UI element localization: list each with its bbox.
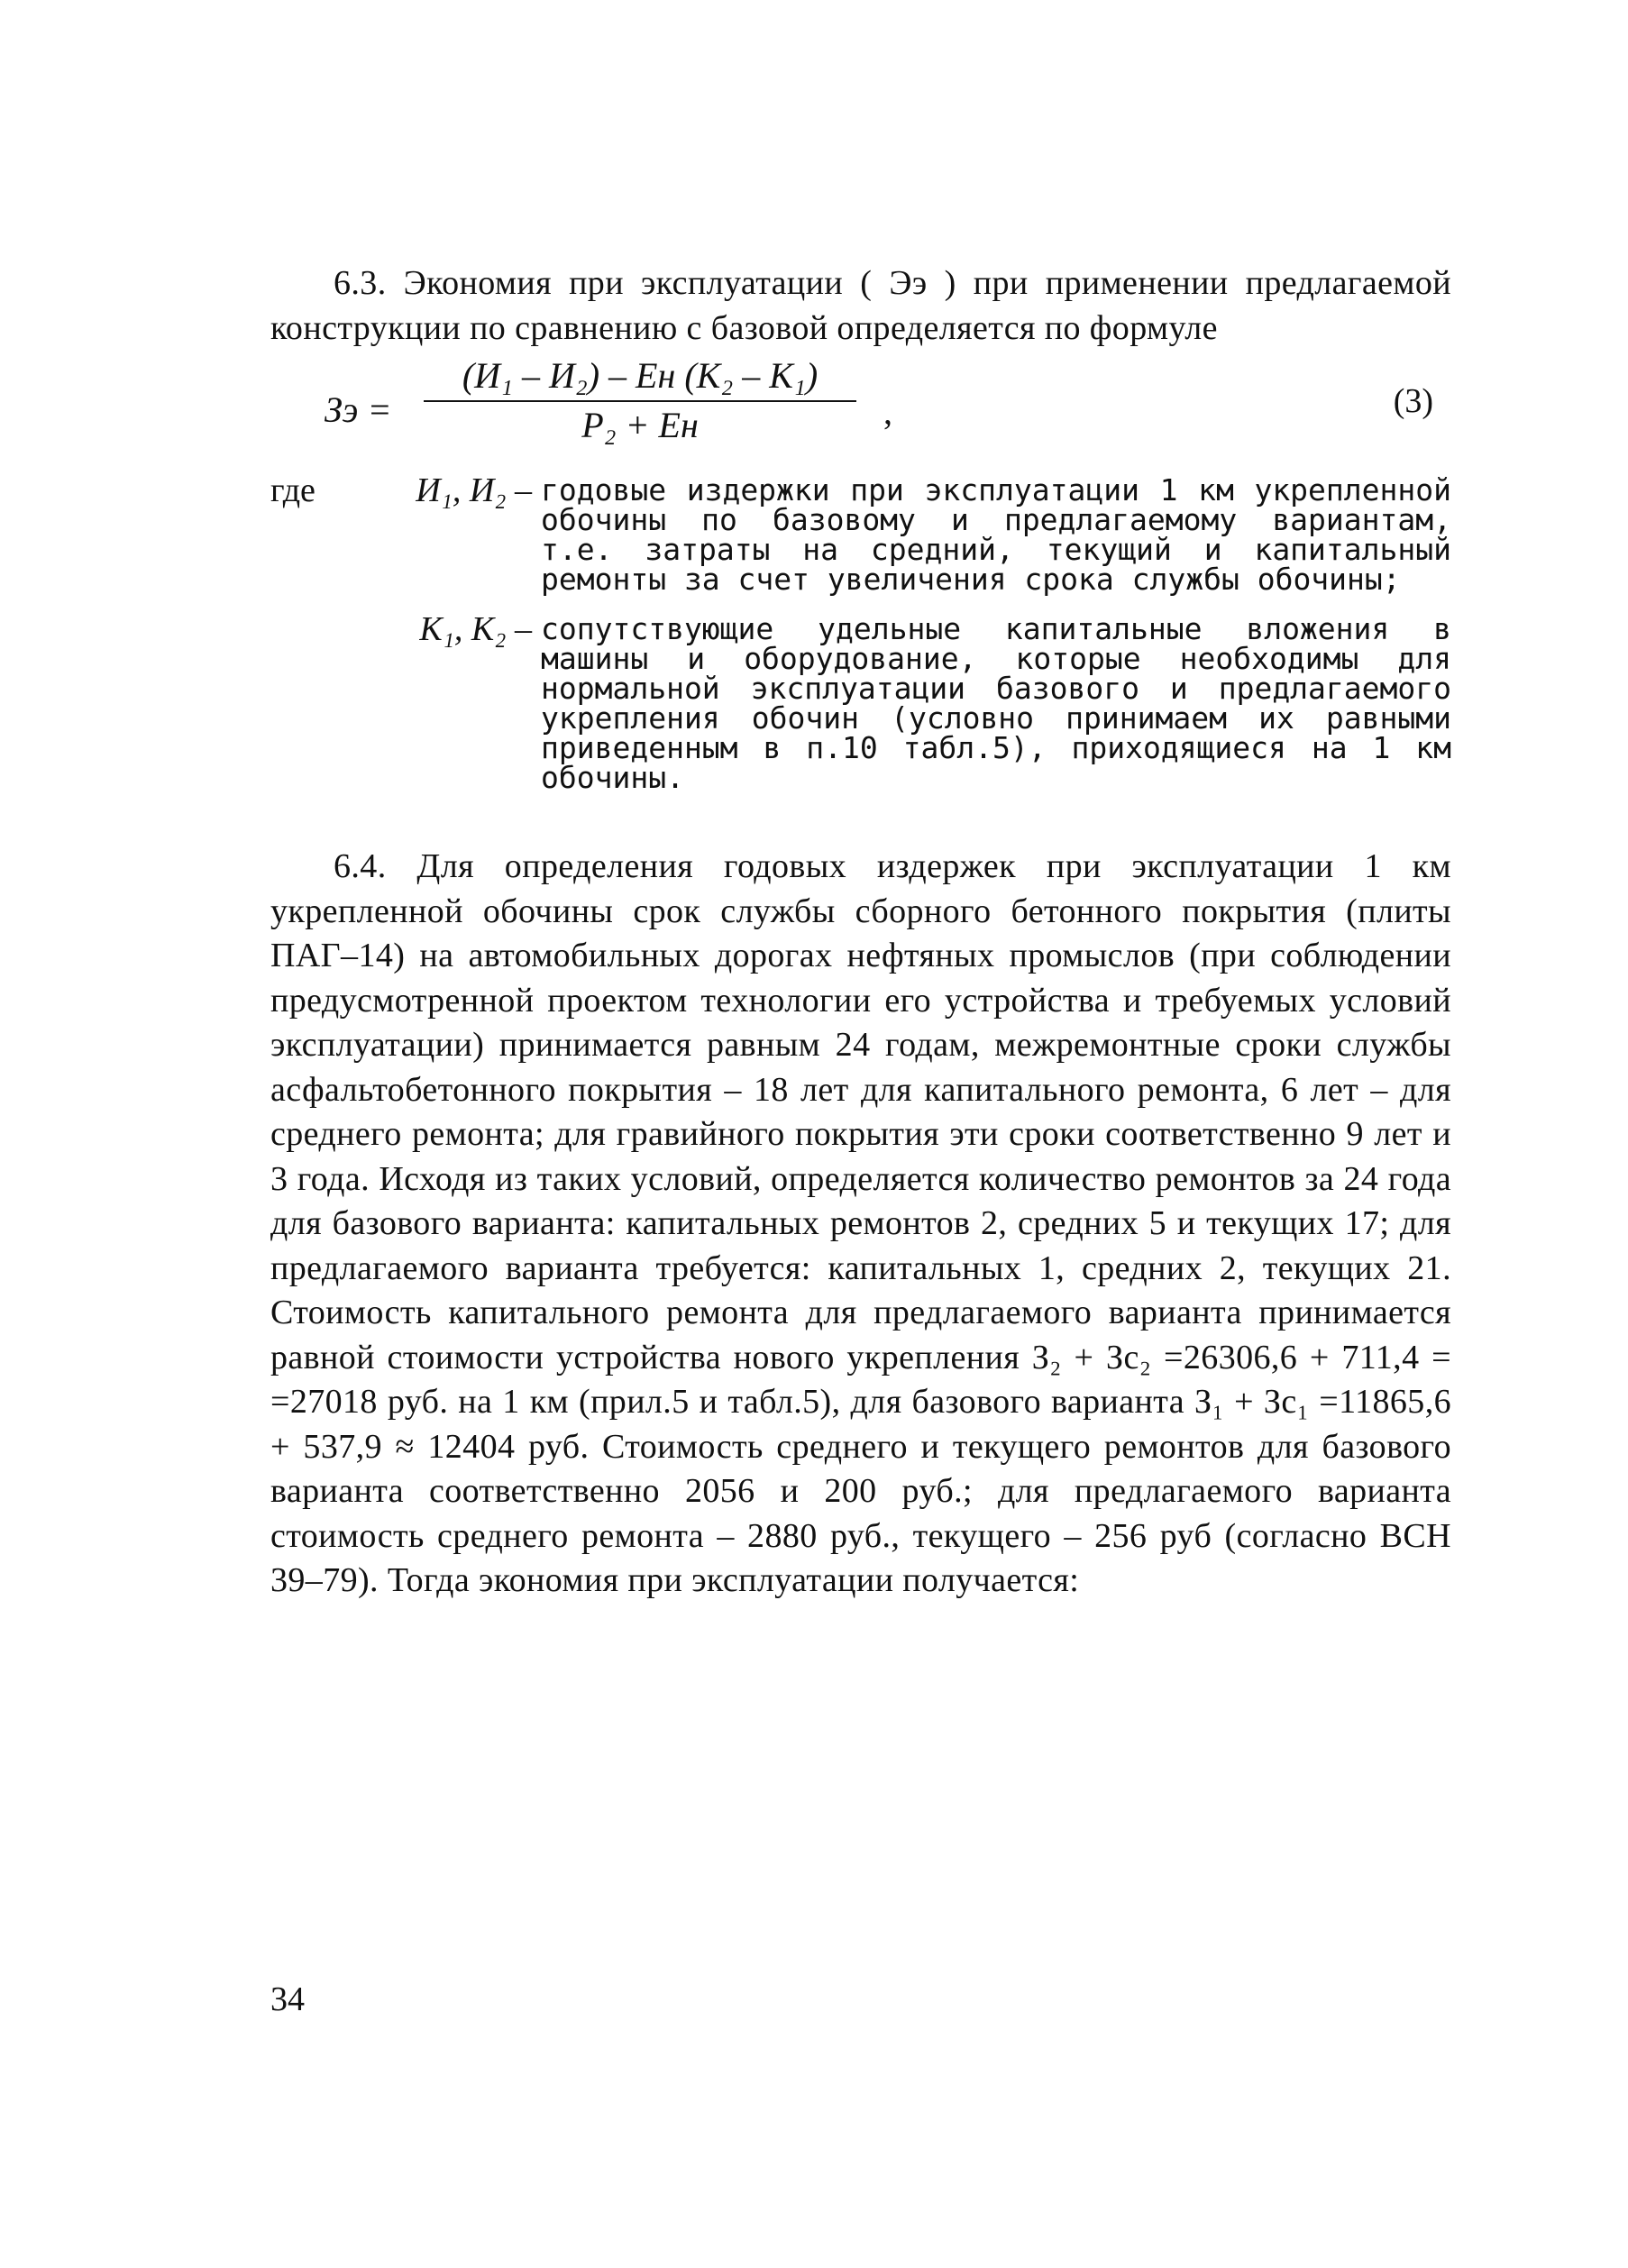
definition-text: годовые издержки при эксплуатации 1 км укрепленной обочины по базовому и предлагаемому вариантам, т.е. затраты на средний, текущий и капитальный ремонты за счет увеличения срока службы обочины; xyxy=(541,472,1451,597)
formula-fraction xyxy=(424,354,856,446)
formula-comma: , xyxy=(883,391,892,432)
document-page xyxy=(270,261,1451,1604)
definition-symbol: И₁, И₂ – xyxy=(416,471,532,509)
formula-denominator: P₂ + Eн xyxy=(581,405,699,445)
formula-3 xyxy=(270,354,1451,470)
definition-item xyxy=(270,610,1451,795)
paragraph-6-4: 6.4. Для определения годовых издержек при эксплуатации 1 км укрепленной обочины срок службы сборного бетонного покрытия (плиты ПАГ–14) на автомобильных дорогах нефтяных промыслов (при соблюдении предусмотренной проектом технологии его устройства и требуемых условий эксплуатации) принимается равным 24 годам, межремонтные сроки службы асфальтобетонного покрытия – 18 лет для капитального ремонта, 6 лет – для среднего ремонта; для гравийного покрытия эти сроки соответственно 9 лет и 3 года. Исходя из таких условий, определяется количество ремонтов за 24 года для базового варианта: капитальных ремонтов 2, средних 5 и текущих 17; для предлагаемого варианта требуется: капитальных 1, средних 2, текущих 21. Стоимость капитального ремонта для предлагаемого варианта принимается равной стоимости устройства нового укрепления З₂ + Зс₂ =26306,6 + 711,4 = =27018 руб. на 1 км (прил.5 и табл.5), для базового варианта З₁ + Зс₁ =11865,6 + 537,9 ≈ 12404 руб. Стоимость среднего и текущего ремонтов для базового варианта соответственно 2056 и 200 руб.; для предлагаемого варианта стоимость среднего ремонта – 2880 руб., текущего – 256 руб (согласно ВСН 39–79). Тогда экономия при эксплуатации получается: xyxy=(270,847,1451,1599)
formula-numerator: (И₁ – И₂) – Eн (K₂ – K₁) xyxy=(462,355,819,396)
definition-item xyxy=(270,471,1451,597)
formula-number: (3) xyxy=(1393,382,1433,420)
definition-symbol: K₁, K₂ – xyxy=(419,610,532,648)
page-number: 34 xyxy=(270,1980,305,2018)
formula-lhs: Зэ = xyxy=(325,389,392,430)
definition-text: сопутствующие удельные капитальные вложения в машины и оборудование, которые необходимы для нормальной эксплуатации базового и предлагаемого укрепления обочин (условно принимаем их равными приведенным в п.10 табл.5), приходящиеся на 1 км обочины. xyxy=(541,611,1451,795)
definitions-block xyxy=(270,471,1451,795)
where-label: где xyxy=(270,471,316,509)
paragraph-6-3: 6.3. Экономия при эксплуатации ( Ээ ) при применении предлагаемой конструкции по сравнению с базовой определяется по формуле xyxy=(270,264,1451,347)
